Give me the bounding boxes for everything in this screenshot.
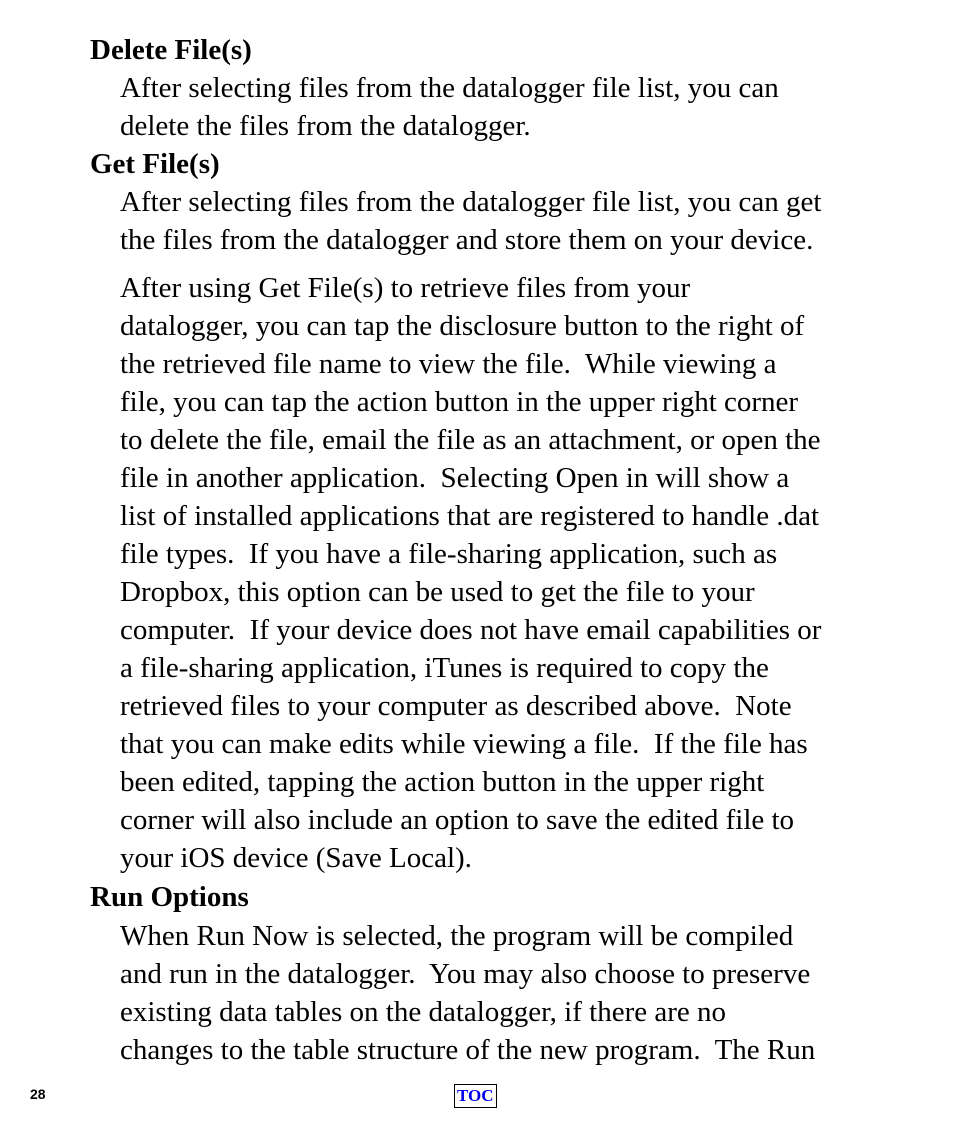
toc-link[interactable]: TOC <box>454 1084 497 1108</box>
text-line: existing data tables on the datalogger, if there are no <box>120 996 726 1028</box>
delete-files-paragraph <box>120 69 940 145</box>
text-line: retrieved files to your computer as described above. Note <box>120 690 792 722</box>
text-line: After using Get File(s) to retrieve files from your <box>120 272 691 304</box>
text-line: to delete the file, email the file as an attachment, or open the <box>120 424 821 456</box>
page-number: 28 <box>30 1086 46 1102</box>
get-files-paragraph-2 <box>120 269 940 877</box>
text-line: file in another application. Selecting Open in will show a <box>120 462 790 494</box>
section-heading-run-options: Run Options <box>90 881 249 913</box>
text-line: a file-sharing application, iTunes is required to copy the <box>120 652 769 684</box>
text-line: After selecting files from the datalogger file list, you can get <box>120 186 822 218</box>
text-line: computer. If your device does not have email capabilities or <box>120 614 822 646</box>
text-line: delete the files from the datalogger. <box>120 110 531 142</box>
text-line: When Run Now is selected, the program will be compiled <box>120 920 794 952</box>
section-heading-get-files: Get File(s) <box>90 148 220 180</box>
text-line: file, you can tap the action button in the upper right corner <box>120 386 799 418</box>
text-line: the files from the datalogger and store them on your device. <box>120 224 814 256</box>
text-line: Dropbox, this option can be used to get the file to your <box>120 576 755 608</box>
text-line: After selecting files from the datalogger file list, you can <box>120 72 779 104</box>
text-line: your iOS device (Save Local). <box>120 842 472 874</box>
text-line: changes to the table structure of the new program. The Run <box>120 1034 816 1066</box>
text-line: that you can make edits while viewing a file. If the file has <box>120 728 808 760</box>
text-line: datalogger, you can tap the disclosure button to the right of <box>120 310 805 342</box>
text-line: corner will also include an option to save the edited file to <box>120 804 795 836</box>
text-line: list of installed applications that are registered to handle .dat <box>120 500 820 532</box>
text-line: file types. If you have a file-sharing application, such as <box>120 538 778 570</box>
get-files-paragraph-1 <box>120 183 940 259</box>
text-line: been edited, tapping the action button in the upper right <box>120 766 765 798</box>
section-heading-delete-files: Delete File(s) <box>90 34 252 66</box>
text-line: and run in the datalogger. You may also choose to preserve <box>120 958 811 990</box>
run-options-paragraph <box>120 917 940 1069</box>
text-line: the retrieved file name to view the file. While viewing a <box>120 348 777 380</box>
